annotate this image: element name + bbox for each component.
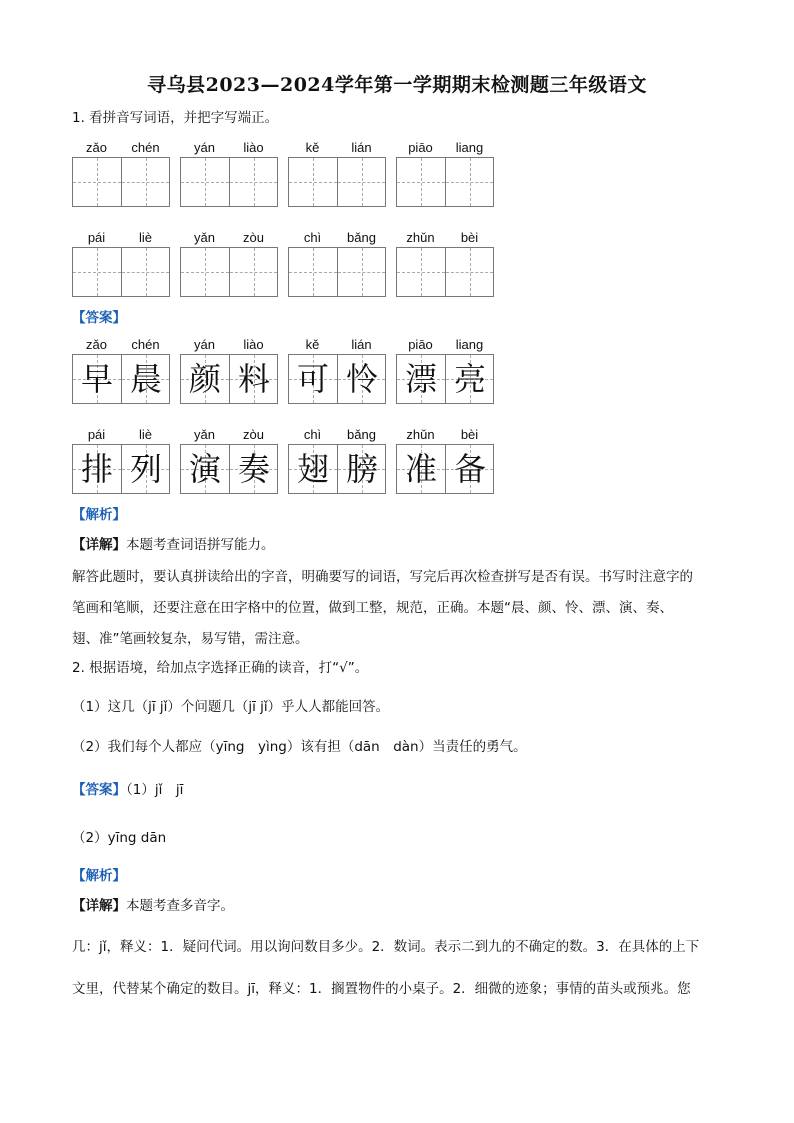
answer-char: 翅 (296, 450, 329, 488)
detail-text: 本题考查词语拼写能力。 (126, 537, 275, 553)
answer-char: 料 (237, 360, 270, 398)
pinyin: kě (305, 140, 320, 155)
answer-text: （1）jǐ jī (126, 782, 184, 798)
tianzige-grid[interactable] (396, 247, 494, 297)
pinyin: chì (303, 427, 322, 442)
tianzige-answer (288, 354, 386, 404)
pinyin: zòu (243, 427, 264, 442)
tianzige-answer (72, 354, 170, 404)
pinyin: liào (243, 337, 264, 352)
pinyin: yǎn (194, 427, 215, 442)
q2-answer-2: （2）yīng dān (72, 830, 167, 846)
paragraph-line: 几：jǐ，释义：1．疑问代词。用以询问数目多少。2．数词。表示二到九的不确定的数。3．在具体的上下 (72, 939, 700, 955)
answer-char: 演 (188, 450, 221, 488)
paragraph-line: 翅、准”笔画较复杂，易写错，需注意。 (72, 631, 309, 647)
pinyin: lián (351, 140, 372, 155)
tianzige-grid[interactable] (180, 157, 278, 207)
answer-char: 漂 (404, 360, 437, 398)
answer-char: 可 (296, 360, 329, 398)
answer-tag: 【答案】 (72, 310, 126, 326)
q1-detail (72, 535, 275, 555)
q2-explanation (72, 926, 722, 1010)
answer-char: 早 (80, 360, 113, 398)
answer-char: 排 (80, 450, 113, 488)
pinyin: liang (455, 337, 484, 352)
pinyin: kě (305, 337, 320, 352)
pinyin: liang (455, 140, 484, 155)
pinyin: bǎng (347, 427, 376, 442)
pinyin: yán (194, 337, 215, 352)
pinyin: bèi (460, 230, 479, 245)
tianzige-answer (396, 354, 494, 404)
answer-char: 晨 (129, 360, 162, 398)
q1-explanation (72, 562, 722, 655)
q2-sentence-1: （1）这几（jī jǐ）个问题几（jī jǐ）乎人人都能回答。 (72, 699, 390, 715)
pinyin: bǎng (347, 230, 376, 245)
answer-tag: 【答案】 (72, 782, 126, 798)
pinyin: liào (243, 140, 264, 155)
q2-answer (72, 780, 183, 800)
detail-tag: 【详解】 (72, 898, 126, 914)
answer-char: 颜 (188, 360, 221, 398)
pinyin: lián (351, 337, 372, 352)
tianzige-grid[interactable] (288, 157, 386, 207)
pinyin: chén (131, 337, 160, 352)
pinyin: piāo (408, 140, 433, 155)
pinyin: yán (194, 140, 215, 155)
answer-char: 准 (404, 450, 437, 488)
tianzige-grid[interactable] (72, 157, 170, 207)
tianzige-answer (180, 444, 278, 494)
tianzige-grid[interactable] (72, 247, 170, 297)
tianzige-grid[interactable] (396, 157, 494, 207)
analysis-tag: 【解析】 (72, 868, 126, 884)
answer-char: 亮 (453, 360, 486, 398)
tianzige-grid[interactable] (288, 247, 386, 297)
page-title: 寻乌县2023—2024学年第一学期期末检测题三年级语文 (147, 74, 647, 96)
q1-prompt: 1. 看拼音写词语，并把字写端正。 (72, 110, 279, 126)
q2-prompt: 2. 根据语境，给加点字选择正确的读音，打“√”。 (72, 660, 369, 676)
paragraph-line: 解答此题时，要认真拼读给出的字音，明确要写的词语，写完后再次检查拼写是否有误。书写时注意字的 (72, 569, 693, 585)
answer-char: 膀 (345, 450, 378, 488)
answer-char: 奏 (237, 450, 270, 488)
tianzige-answer (180, 354, 278, 404)
detail-tag: 【详解】 (72, 537, 126, 553)
pinyin: piāo (408, 337, 433, 352)
pinyin: zǎo (86, 140, 107, 155)
tianzige-answer (72, 444, 170, 494)
q2-detail (72, 896, 234, 916)
q2-sentence-2: （2）我们每个人都应（yīng yìng）该有担（dān dàn）当责任的勇气。 (72, 739, 527, 755)
answer-char: 怜 (345, 360, 378, 398)
detail-text: 本题考查多音字。 (126, 898, 234, 914)
paragraph-line: 文里，代替某个确定的数目。jī，释义：1．搁置物件的小桌子。2．细微的迹象；事情的苗头或预兆。您 (72, 981, 691, 997)
tianzige-answer (396, 444, 494, 494)
pinyin: zhǔn (406, 427, 435, 442)
pinyin: liè (138, 427, 152, 442)
pinyin: pái (87, 230, 106, 245)
pinyin: zhǔn (406, 230, 435, 245)
pinyin: chén (131, 140, 160, 155)
pinyin: pái (87, 427, 106, 442)
pinyin: bèi (460, 427, 479, 442)
tianzige-grid[interactable] (180, 247, 278, 297)
answer-char: 列 (129, 450, 162, 488)
pinyin: liè (138, 230, 152, 245)
pinyin: zǎo (86, 337, 107, 352)
paragraph-line: 笔画和笔顺，还要注意在田字格中的位置，做到工整，规范，正确。本题“晨、颜、怜、漂、演、奏、 (72, 600, 673, 616)
answer-char: 备 (453, 450, 486, 488)
tianzige-answer (288, 444, 386, 494)
pinyin: chì (303, 230, 322, 245)
pinyin: yǎn (194, 230, 215, 245)
pinyin: zòu (243, 230, 264, 245)
analysis-tag: 【解析】 (72, 507, 126, 523)
